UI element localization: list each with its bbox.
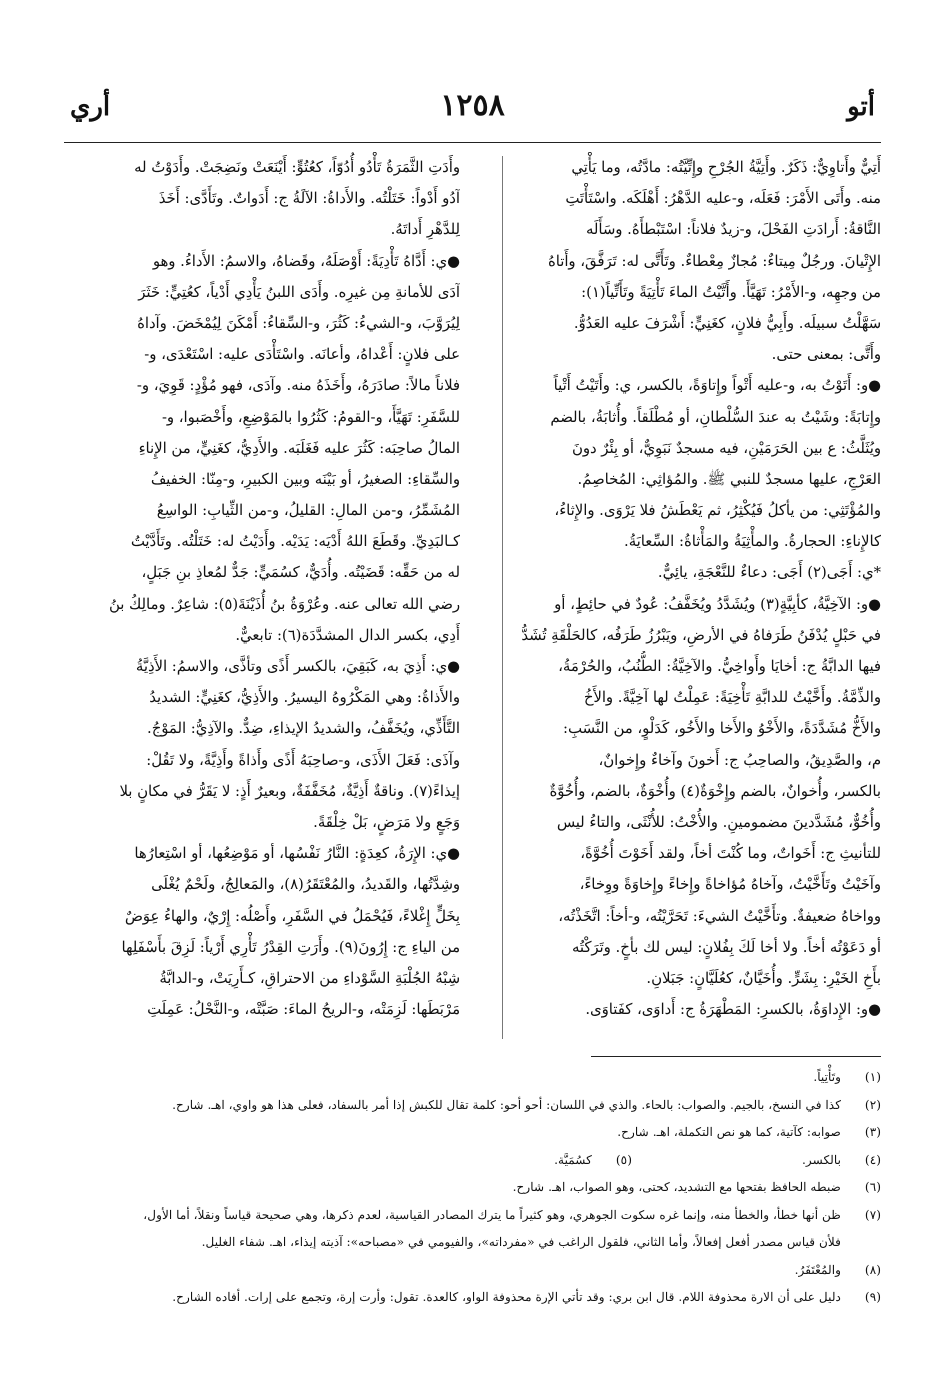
text-line: له من حَقِّه: قَضَيْتُه. وأُدَيٌّ، كسُمَيٍّ: جَدٌّ لمُعاذِ بنِ جَبَلٍ،: [141, 564, 460, 582]
header-root-word-left: أري: [70, 92, 111, 122]
text-line: آدُو أَدْواً: خَتَلْتُه. والأَداةُ: الآلَةُ ج: أَدَواتٌ. وتَأَدَّى: أَخَذَ: [158, 190, 460, 208]
text-line: مَرْبَطَها: لَزِمَتْه، و-الريحُ الماءَ: صَبَّتْه، و-النَّحْلُ: عَمِلَتِ: [147, 1001, 460, 1019]
text-line: ويُثَلَّثُ: ع بين الحَرَمَيْنِ، فيه مسجدٌ نَبَوِيٌّ، أو بِئْرٌ دونَ: [571, 439, 881, 457]
footnote-2: [64, 1092, 881, 1120]
text-line: والسِّقاءِ: الصغيرُ، أو بَيْنَه وبين الكبيرِ، و-مِنّا: الخفيفُ: [150, 470, 460, 488]
text-line: فيها الدابَّةُ ج: أخايَا وأَواخِيُّ. والآخِيَّةُ: الطُّنُبُ، والحُرْمَةُ،: [558, 658, 881, 675]
text-line: المُشَمِّرُ، و-من المالِ: القليلُ، و-من الثِّيابِ: الواسِعُ: [156, 502, 460, 520]
text-line: التَّأَذِّي، ويُخَفَّفُ، والشديدُ الإيذاءِ، ضِدٌّ. والآذِيُّ: المَوْجُ.: [146, 720, 460, 738]
text-line: ●و: أَتَوْتُ به، و-عليه أَتْواً وإِتاوَةً، بالكسر، ي: وأَتَيْتُ أَتْياً: [553, 377, 881, 395]
text-line: للسَّفَرِ: تَهَيَّأَ، و-القومُ: كَثُرُوا بالمَوْضِعِ، وأَخْصَبوا، و-: [161, 408, 460, 426]
footnote-9: [64, 1284, 881, 1312]
footnote-7: [64, 1202, 881, 1230]
text-line: من الياءِ ج: إِرُونَ(٩). وأَرَتِ القِدْرُ تَأْرِي أَرْياً: لَزِقَ بأَسْفَلِها: [121, 938, 460, 956]
footnote-text: دليل على أن الارة محذوفة اللام. قال ابن بري: وقد تأتي الإرة محذوفة الواو، كالعدة. تقول: وأرت إرة، وتجمع على إرات. أفاده الشارح.: [172, 1290, 841, 1304]
footnote-number: (٣): [864, 1125, 881, 1139]
footnote-4: [802, 1147, 881, 1175]
footnote-number: (٦): [864, 1180, 881, 1194]
footnote-text: صوابه: كآتية، كما هو نص التكملة، اهـ. شارح.: [617, 1125, 841, 1139]
text-line: للتأنيثِ ج: أَخَواتٌ، وما كُنْتَ أخاً، ولقد أَخَوْتَ أُخُوَّةً،: [580, 845, 881, 863]
text-line: من وجهِه، و-الأَمْرُ: تَهَيَّأَ. وأَتَّيْتُ الماءَ تَأْتِيَةً وتَأَتِّياً(١):: [581, 283, 881, 301]
text-line: وواخاهُ ضعيفةٌ. وتأَخَّيْتُ الشيءَ: تَحَرَّيْتُه، و-أخاً: اتَّخَذْتُه،: [558, 907, 881, 925]
page-number: ١٢٥٨: [440, 88, 505, 123]
text-line: المالُ صاحِبَه: كَثُرَ عليه فَغَلَبَه. والأَدِيُّ، كغَنِيٍّ، من الإِناءِ: [138, 439, 460, 457]
text-line: في حَبْلٍ يُدْفَنُ طَرَفاهُ في الأرضِ، ويَبْرُزُ طَرَفُه، كالحَلْقَةِ تُشَدُّ: [521, 626, 881, 644]
footnote-number: (٤): [864, 1152, 881, 1167]
footnote-text: كسُمَيَّة.: [554, 1152, 592, 1167]
footnote-text: ظن أنها خطأ، والخطأ منه، وإنما غره سكوت الجوهري، وهو كثيراً ما يترك المصادر القياسية، لعدم ذكرها، وهي صحيحة قياساً ونقلاً، أما الأول،: [143, 1207, 841, 1222]
footnote-text: كذا في النسخ، بالجيم. والصواب: بالحاء. والذي في اللسان: أحو أحو: كلمة تقال للكبش إذا أمر بالسفاد، فعلى هذا هو واوي، اهـ. شارح.: [172, 1097, 841, 1112]
text-line: وآخَيْتُ وتَأَخَّيْتُ، وآخاهُ مُؤاخاةً وإِخاءً وإِخاوَةً ووِخاءً،: [579, 876, 881, 894]
text-line: ●ي: أَدَّاهُ تَأْدِيَةً: أَوْصَلَهُ، وقَضاهُ، والاسمُ: الأَداءُ. وهو: [152, 252, 460, 270]
running-header: [64, 88, 881, 134]
text-line: لِلدَّهْرِ أَداتَهُ.: [390, 221, 460, 239]
text-line: آدَى للأمانةِ مِن غيرِه. وأَدَى اللبنُ يَأْدِي أَدْياً، كعُتِيٍّ: خَثَرَ: [138, 283, 460, 301]
text-line: إيذاءً(٧). وناقةٌ أَذِيَّةٌ، مُخَفَّفَةٌ، وبعيرٌ أَذٍ: لا يَقَرُّ في مكانٍ بلا: [119, 782, 460, 800]
footnote-pair-4-5: [64, 1147, 881, 1175]
footnote-rule: [591, 1056, 881, 1057]
text-line: *ي: أَجَى(٢) أَجَى: دعاءٌ للنَّعْجَةِ، يائِيٌّ.: [657, 564, 881, 582]
text-line: م، والصَّدِيقُ، والصاحِبُ ج: أَخونَ وآخاءٌ وإِخوانٌ،: [598, 751, 881, 769]
text-line: وإِتابَةً: وشَيْتُ به عندَ السُّلْطانِ، أو مُطْلَقاً. وأُثابَةُ، بالضم: [550, 408, 881, 426]
footnotes: [64, 1064, 881, 1312]
footnote-number: (٥): [615, 1152, 632, 1167]
text-line: رضي الله تعالى عنه. وعُرْوَةُ بنُ أُذَيْنَةَ(٥): شاعِرٌ. ومالِكُ بنُ: [108, 595, 460, 613]
text-line: العَرْجِ، عليها مسجدٌ للنبي ﷺ. والمُؤاثِي: المُخاصِمُ.: [577, 470, 881, 488]
text-line: بأَخِ الخَيْرِ: بِشَرٍّ. وأُخَيَّانٌ، كعُلَيَّانٍ: جَبَلانِ.: [646, 969, 881, 987]
text-line: وأَدَتِ الثَّمَرَةُ تَأْدُو أُدُوّاً، كعُتُوٍّ: أَيْنَعَتْ ونَضِجَتْ. وأَدَوْتُ له: [134, 159, 460, 176]
footnote-8: [64, 1257, 881, 1285]
right-column: [485, 152, 881, 1047]
footnote-text: والمُعْتَفَرُ.: [794, 1262, 841, 1277]
text-line: وشِدَّتُها، والقَديدُ، والمُعْتَقَرُ(٨)، والمَعالِجُ، ولَحْمٌ يُغْلَى: [151, 876, 460, 894]
footnote-5: [554, 1147, 632, 1175]
footnote-6: [64, 1174, 881, 1202]
header-root-word-right: أتو: [847, 92, 875, 122]
footnote-text: وتَأْتِياً.: [813, 1070, 841, 1084]
footnote-number: (٨): [864, 1262, 881, 1277]
text-line: ●ي: الإِرَةُ، كعِدَةٍ: النَّارُ نَفْسُها، أو مَوْضِعُها، أو اسْتِعارُها: [134, 845, 460, 863]
footnote-number: (٢): [864, 1097, 881, 1112]
text-line: ●و: الإِداوَةُ، بالكسرِ: المَطْهَرَةُ ج: أَداوَى، كفَتاوَى.: [585, 1001, 881, 1019]
text-line: والذِّمَّةُ. وأَخَّيْتُ للدابَّةِ تَأْخِيَةً: عَمِلْتُ لها آخِيَّةً. والأَخُ: [583, 689, 881, 707]
text-line: أَتِيٌّ وأَتاوِيٌّ: ذَكَرٌ. وأَتِيَّةُ الجُرْحِ وإِتِّيَّتُه: مادَّتُه، وما يَأْتِي: [571, 159, 881, 176]
left-column: [64, 152, 460, 1047]
body-columns: [64, 152, 881, 1047]
text-line: بِخَلٍّ إِغْلاءً، فَيُحْمَلُ في السَّفَرِ، وأَصْلُه: إِرْيٌ، والهاءُ عِوَضٌ: [124, 907, 460, 925]
text-line: بالكسر، وأُخوانٌ، بالضم وإِخْوَةٌ(٤) وأُخْوَةٌ، بالضم، وأُخُوَّةٌ: [549, 782, 881, 800]
text-line: على فلانٍ: أَعْداهُ، وأعانَه. واسْتَأْدَى عليه: اسْتَعْدَى، و-: [144, 346, 460, 364]
text-line: أَدِي، بكسر الدال المشدَّدَة(٦): تابعيٌّ.: [235, 626, 460, 644]
text-line: والمُؤْتَثِي: من يأكلُ فَيُكْثِرُ، ثم يَعْطَشُ فلا يَرْوَى. والإِثاءُ،: [554, 502, 881, 520]
text-line: لِيُرَوَّبَ، و-الشيءُ: كَثُرَ، و-السِّقاءُ: أَمْكَنَ لِيُمْخَضَ. وآداهُ: [137, 314, 460, 332]
text-line: كالإِناءِ: الحجارةُ. والمأْثِيَةُ والمَأْثاةُ: السِّعايَةُ.: [624, 533, 881, 551]
text-line: منه. وأَتَى الأَمْرَ: فَعَلَه، و-عليه الدَّهْرُ: أَهْلَكَه. واسْتَأْتَتِ: [565, 190, 881, 208]
text-line: فلاناً مالاً: صادَرَهُ، وأَخَذَهُ منه. وآدَى، فهو مُؤْدٍ: قَوِيَ، و-: [136, 377, 460, 395]
text-line: ●و: الآخِيَّةُ، كأبِيَّةٍ(٣) ويُشَدَّدُ ويُخَفَّفُ: عُودٌ في حائِطٍ، أو: [554, 595, 881, 613]
text-line: والأَخُّ مُشَدَّدَةً، والأَخْوُ والأَخا والأَخُو، كَدَلْوٍ، من النَّسَبِ:: [562, 720, 881, 738]
text-line: والأَذاةُ: وهي المَكْرُوهُ اليسيرُ. والأَذِيُّ، كغَنِيٍّ: الشديدُ: [149, 689, 460, 707]
footnote-text: بالكسر.: [801, 1152, 841, 1167]
header-rule: [64, 142, 881, 143]
text-line: النَّاقةُ: أَرادَتِ الفَحْلَ، و-زيدٌ فلاناً: اسْتَبْطأَهُ. وسَأَلَه: [585, 221, 881, 239]
text-line: أو دَعَوْتُه أخاً. ولا أخا لَكَ بِفُلانٍ: ليس لك بأخٍ. وتَرَكْتُه: [571, 938, 881, 956]
text-line: وَجَعٍ ولا مَرَضٍ، بَلْ خِلْقَةً.: [313, 813, 460, 831]
footnote-7-continuation: فلأن قياس مصدر أفعل إفعالاً، وأما الثاني، فلقول الراغب في «مفرداته»، والفيومي في «مصباحه»: آذيته إيذاء، اهـ. شفاء الغليل.: [201, 1235, 841, 1249]
text-line: الإِتْيانَ. ورجُلٌ مِيتاءٌ: مُجازٌ مِعْطاءٌ. وتَأَتَّى له: تَرَفَّقَ، وأَتاهُ: [547, 252, 881, 270]
footnote-number: (٩): [864, 1290, 881, 1304]
footnote-text: ضبطه الحافظ بفتحها مع التشديد، كحتى، وهو الصواب، اهـ. شارح.: [512, 1180, 841, 1194]
text-line: وآذَى: فَعَلَ الأَذَى، و-صاحِبَهُ أَذًى وأَذاةً وأَذِيَّةً، ولا تَقُلْ:: [146, 751, 460, 769]
footnote-number: (٧): [864, 1207, 881, 1222]
text-line: كـالبَدِيِّ. وقَطَعَ اللهُ أَدْيَه: يَدَيْه. وأَدَيْتُ له: خَتَلْتُه. وتَأَدَّيْتُ: [130, 533, 460, 551]
text-line: وأُخُوٌّ، مُشَدَّدينَ مضمومينِ. والأُخْتُ: للأُنْثَى، والتاءُ ليس: [556, 813, 881, 831]
footnote-3: [64, 1119, 881, 1147]
text-line: سَهَّلْتُ سبيلَه. وأَبِيُّ فلانٍ، كغَنِيٍّ: أَشْرَفَ عليه العَدُوُّ.: [573, 314, 881, 332]
text-line: شِبْهُ الجُلْبَةِ السَّوْداءِ من الاحتراقِ، كـأَرِيَتْ، و-الدابَّةُ: [159, 969, 460, 987]
footnote-1: [64, 1064, 881, 1092]
text-line: وأَتَّى: بمعنى حتى.: [771, 346, 881, 364]
text-line: ●ي: أَذِيَ به، كَبَقِيَ، بالكسر أَذًى وتأذَّى، والاسمُ: الأَذِيَّةُ: [135, 658, 460, 675]
footnote-number: (١): [864, 1070, 881, 1084]
column-divider: [502, 156, 503, 1039]
